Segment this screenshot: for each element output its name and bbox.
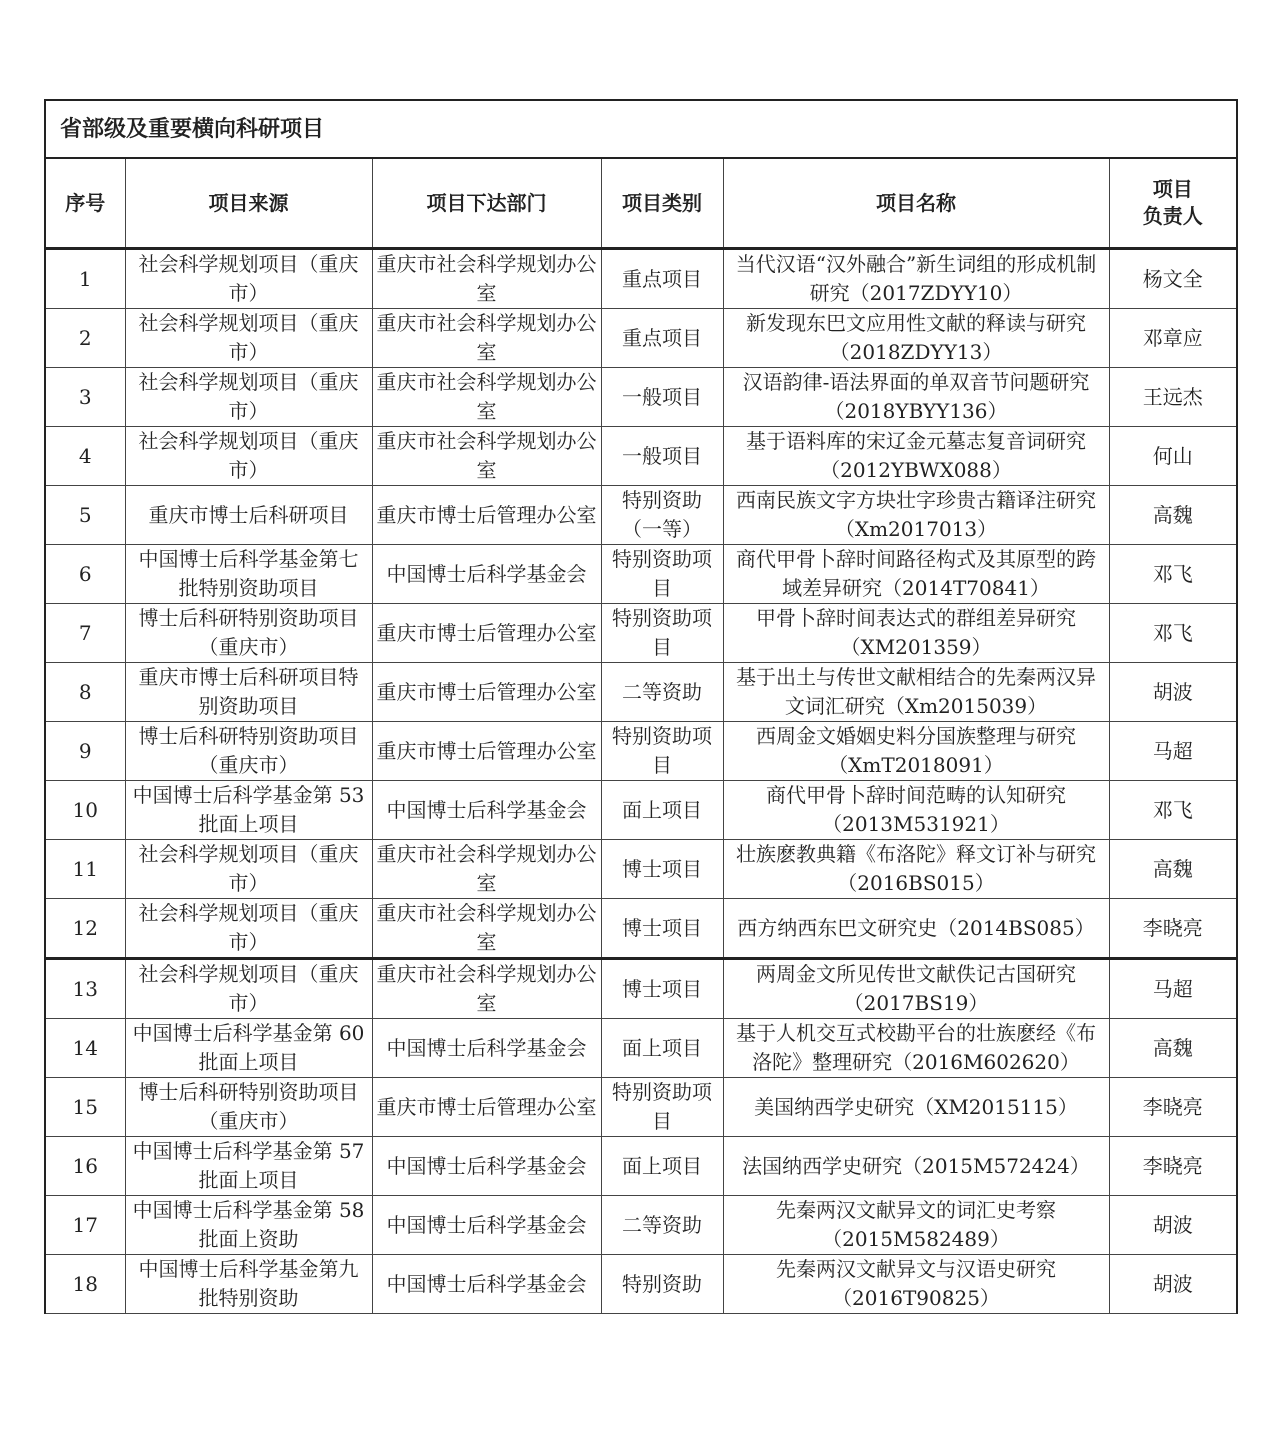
header-name: 项目名称 bbox=[723, 158, 1109, 249]
cell-source: 中国博士后科学基金第 58 批面上资助 bbox=[125, 1196, 372, 1255]
table-row bbox=[45, 545, 1237, 604]
header-source: 项目来源 bbox=[125, 158, 372, 249]
cell-project-name: 两周金文所见传世文献佚记古国研究（2017BS19） bbox=[723, 959, 1109, 1019]
cell-project-name: 基于语料库的宋辽金元墓志复音词研究（2012YBWX088） bbox=[723, 427, 1109, 486]
cell-index: 13 bbox=[45, 959, 125, 1019]
cell-category: 一般项目 bbox=[601, 368, 723, 427]
cell-leader: 邓飞 bbox=[1109, 781, 1237, 840]
cell-category: 二等资助 bbox=[601, 1196, 723, 1255]
cell-department: 重庆市社会科学规划办公室 bbox=[372, 249, 601, 309]
cell-index: 8 bbox=[45, 663, 125, 722]
cell-category: 一般项目 bbox=[601, 427, 723, 486]
table-row bbox=[45, 1078, 1237, 1137]
cell-leader: 马超 bbox=[1109, 959, 1237, 1019]
cell-source: 社会科学规划项目（重庆市） bbox=[125, 959, 372, 1019]
header-leader-line1: 项目 bbox=[1152, 177, 1193, 201]
table-row bbox=[45, 959, 1237, 1019]
cell-project-name: 基于人机交互式校勘平台的壮族麽经《布洛陀》整理研究（2016M602620） bbox=[723, 1019, 1109, 1078]
cell-index: 1 bbox=[45, 249, 125, 309]
cell-source: 社会科学规划项目（重庆市） bbox=[125, 899, 372, 959]
cell-leader: 李晓亮 bbox=[1109, 899, 1237, 959]
cell-category: 特别资助项目 bbox=[601, 545, 723, 604]
cell-leader: 高魏 bbox=[1109, 1019, 1237, 1078]
cell-index: 15 bbox=[45, 1078, 125, 1137]
cell-source: 中国博士后科学基金第七批特别资助项目 bbox=[125, 545, 372, 604]
cell-project-name: 法国纳西学史研究（2015M572424） bbox=[723, 1137, 1109, 1196]
cell-project-name: 西方纳西东巴文研究史（2014BS085） bbox=[723, 899, 1109, 959]
cell-department: 中国博士后科学基金会 bbox=[372, 1255, 601, 1314]
cell-source: 社会科学规划项目（重庆市） bbox=[125, 427, 372, 486]
cell-department: 重庆市博士后管理办公室 bbox=[372, 604, 601, 663]
table-row bbox=[45, 604, 1237, 663]
table-row bbox=[45, 1255, 1237, 1314]
cell-leader: 李晓亮 bbox=[1109, 1137, 1237, 1196]
cell-index: 6 bbox=[45, 545, 125, 604]
cell-source: 中国博士后科学基金第 57 批面上项目 bbox=[125, 1137, 372, 1196]
cell-source: 重庆市博士后科研项目 bbox=[125, 486, 372, 545]
table-row bbox=[45, 309, 1237, 368]
cell-category: 博士项目 bbox=[601, 959, 723, 1019]
cell-leader: 杨文全 bbox=[1109, 249, 1237, 309]
cell-category: 博士项目 bbox=[601, 840, 723, 899]
table-row bbox=[45, 486, 1237, 545]
cell-index: 5 bbox=[45, 486, 125, 545]
cell-project-name: 先秦两汉文献异文的词汇史考察（2015M582489） bbox=[723, 1196, 1109, 1255]
header-row bbox=[45, 158, 1237, 249]
cell-leader: 高魏 bbox=[1109, 486, 1237, 545]
cell-department: 重庆市社会科学规划办公室 bbox=[372, 899, 601, 959]
table-row bbox=[45, 1137, 1237, 1196]
cell-category: 面上项目 bbox=[601, 1137, 723, 1196]
cell-leader: 邓飞 bbox=[1109, 545, 1237, 604]
cell-source: 社会科学规划项目（重庆市） bbox=[125, 309, 372, 368]
cell-source: 社会科学规划项目（重庆市） bbox=[125, 368, 372, 427]
cell-index: 10 bbox=[45, 781, 125, 840]
cell-project-name: 汉语韵律-语法界面的单双音节问题研究（2018YBYY136） bbox=[723, 368, 1109, 427]
cell-category: 重点项目 bbox=[601, 309, 723, 368]
cell-source: 社会科学规划项目（重庆市） bbox=[125, 249, 372, 309]
cell-project-name: 商代甲骨卜辞时间范畴的认知研究（2013M531921） bbox=[723, 781, 1109, 840]
cell-leader: 马超 bbox=[1109, 722, 1237, 781]
cell-department: 中国博士后科学基金会 bbox=[372, 1019, 601, 1078]
cell-source: 中国博士后科学基金第 53 批面上项目 bbox=[125, 781, 372, 840]
cell-category: 特别资助 bbox=[601, 1255, 723, 1314]
cell-department: 中国博士后科学基金会 bbox=[372, 1137, 601, 1196]
cell-source: 博士后科研特别资助项目 （重庆市） bbox=[125, 722, 372, 781]
cell-project-name: 美国纳西学史研究（XM2015115） bbox=[723, 1078, 1109, 1137]
cell-category: 面上项目 bbox=[601, 781, 723, 840]
cell-department: 重庆市博士后管理办公室 bbox=[372, 1078, 601, 1137]
cell-source: 重庆市博士后科研项目特别资助项目 bbox=[125, 663, 372, 722]
cell-department: 重庆市社会科学规划办公室 bbox=[372, 309, 601, 368]
cell-project-name: 先秦两汉文献异文与汉语史研究（2016T90825） bbox=[723, 1255, 1109, 1314]
cell-index: 18 bbox=[45, 1255, 125, 1314]
cell-project-name: 商代甲骨卜辞时间路径构式及其原型的跨域差异研究（2014T70841） bbox=[723, 545, 1109, 604]
cell-project-name: 壮族麽教典籍《布洛陀》释文订补与研究（2016BS015） bbox=[723, 840, 1109, 899]
cell-index: 4 bbox=[45, 427, 125, 486]
header-leader bbox=[1109, 158, 1237, 249]
table-row bbox=[45, 840, 1237, 899]
cell-department: 重庆市博士后管理办公室 bbox=[372, 722, 601, 781]
cell-index: 9 bbox=[45, 722, 125, 781]
cell-category: 特别资助项目 bbox=[601, 722, 723, 781]
header-index: 序号 bbox=[45, 158, 125, 249]
cell-source: 中国博士后科学基金第九批特别资助 bbox=[125, 1255, 372, 1314]
table-title: 省部级及重要横向科研项目 bbox=[45, 100, 1237, 158]
cell-department: 中国博士后科学基金会 bbox=[372, 781, 601, 840]
cell-category: 特别资助（一等） bbox=[601, 486, 723, 545]
cell-source: 中国博士后科学基金第 60 批面上项目 bbox=[125, 1019, 372, 1078]
cell-department: 中国博士后科学基金会 bbox=[372, 545, 601, 604]
cell-source: 社会科学规划项目（重庆市） bbox=[125, 840, 372, 899]
table-row bbox=[45, 663, 1237, 722]
cell-leader: 胡波 bbox=[1109, 1255, 1237, 1314]
cell-leader: 何山 bbox=[1109, 427, 1237, 486]
table-body bbox=[45, 249, 1237, 1314]
cell-department: 重庆市社会科学规划办公室 bbox=[372, 427, 601, 486]
cell-department: 重庆市博士后管理办公室 bbox=[372, 663, 601, 722]
cell-category: 特别资助项目 bbox=[601, 604, 723, 663]
cell-index: 2 bbox=[45, 309, 125, 368]
cell-leader: 邓章应 bbox=[1109, 309, 1237, 368]
table-row bbox=[45, 1196, 1237, 1255]
cell-index: 12 bbox=[45, 899, 125, 959]
table-row bbox=[45, 1019, 1237, 1078]
cell-category: 博士项目 bbox=[601, 899, 723, 959]
cell-department: 重庆市社会科学规划办公室 bbox=[372, 840, 601, 899]
cell-index: 3 bbox=[45, 368, 125, 427]
table-row bbox=[45, 368, 1237, 427]
cell-leader: 邓飞 bbox=[1109, 604, 1237, 663]
cell-category: 面上项目 bbox=[601, 1019, 723, 1078]
cell-index: 16 bbox=[45, 1137, 125, 1196]
cell-source: 博士后科研特别资助项目 （重庆市） bbox=[125, 1078, 372, 1137]
cell-project-name: 当代汉语“汉外融合”新生词组的形成机制研究（2017ZDYY10） bbox=[723, 249, 1109, 309]
header-department: 项目下达部门 bbox=[372, 158, 601, 249]
table-row bbox=[45, 899, 1237, 959]
cell-department: 重庆市社会科学规划办公室 bbox=[372, 368, 601, 427]
table-row bbox=[45, 722, 1237, 781]
cell-leader: 李晓亮 bbox=[1109, 1078, 1237, 1137]
cell-leader: 胡波 bbox=[1109, 1196, 1237, 1255]
cell-category: 重点项目 bbox=[601, 249, 723, 309]
cell-project-name: 基于出土与传世文献相结合的先秦两汉异文词汇研究（Xm2015039） bbox=[723, 663, 1109, 722]
cell-category: 二等资助 bbox=[601, 663, 723, 722]
cell-project-name: 甲骨卜辞时间表达式的群组差异研究（XM201359） bbox=[723, 604, 1109, 663]
table-row bbox=[45, 249, 1237, 309]
projects-table-container bbox=[44, 99, 1236, 1314]
cell-leader: 高魏 bbox=[1109, 840, 1237, 899]
table-row bbox=[45, 781, 1237, 840]
cell-category: 特别资助项目 bbox=[601, 1078, 723, 1137]
table-row bbox=[45, 427, 1237, 486]
cell-source: 博士后科研特别资助项目 （重庆市） bbox=[125, 604, 372, 663]
cell-leader: 王远杰 bbox=[1109, 368, 1237, 427]
header-leader-line2: 负责人 bbox=[1142, 204, 1203, 228]
cell-index: 7 bbox=[45, 604, 125, 663]
cell-department: 重庆市社会科学规划办公室 bbox=[372, 959, 601, 1019]
header-category: 项目类别 bbox=[601, 158, 723, 249]
cell-project-name: 西南民族文字方块壮字珍贵古籍译注研究（Xm2017013） bbox=[723, 486, 1109, 545]
projects-table bbox=[44, 99, 1238, 1314]
cell-leader: 胡波 bbox=[1109, 663, 1237, 722]
cell-index: 14 bbox=[45, 1019, 125, 1078]
cell-index: 11 bbox=[45, 840, 125, 899]
cell-department: 重庆市博士后管理办公室 bbox=[372, 486, 601, 545]
cell-project-name: 西周金文婚姻史料分国族整理与研究（XmT2018091） bbox=[723, 722, 1109, 781]
cell-project-name: 新发现东巴文应用性文献的释读与研究（2018ZDYY13） bbox=[723, 309, 1109, 368]
cell-index: 17 bbox=[45, 1196, 125, 1255]
cell-department: 中国博士后科学基金会 bbox=[372, 1196, 601, 1255]
